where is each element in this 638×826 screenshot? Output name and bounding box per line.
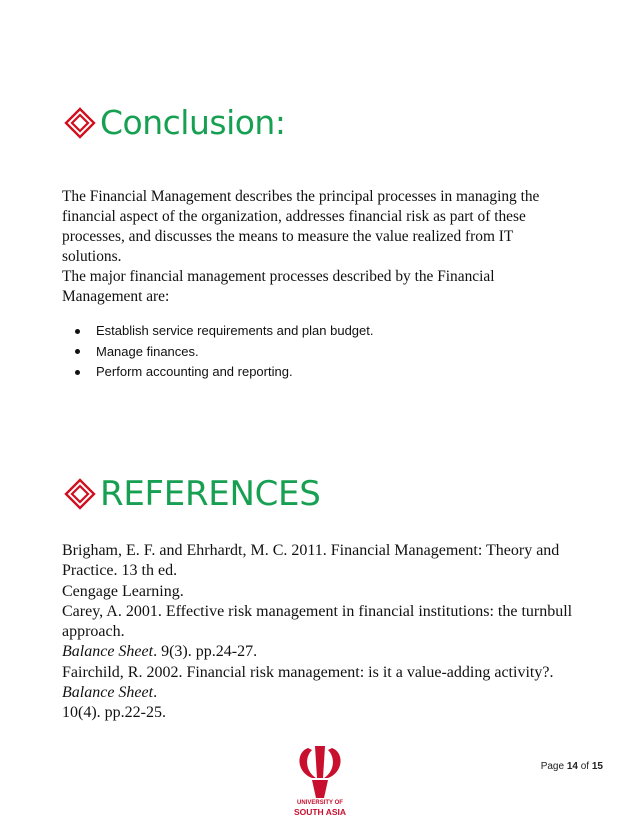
reference-line: Fairchild, R. 2002. Financial risk management: is it a value-adding activity?. — [62, 663, 554, 681]
journal-details: . — [153, 684, 158, 702]
paragraph-line: financial aspect of the organization, addresses financial risk as part of these — [62, 208, 526, 225]
list-item — [75, 362, 374, 383]
paragraph-line: The Financial Management describes the principal processes in managing the — [62, 188, 540, 205]
reference-line: 10(4). pp.22-25. — [62, 704, 166, 722]
list-item-text: Perform accounting and reporting. — [96, 364, 293, 379]
page-number — [541, 761, 603, 772]
university-emblem-icon — [288, 742, 352, 800]
reference-line: Practice. 13 th ed. — [62, 562, 178, 580]
process-bullet-list — [75, 321, 374, 383]
references-title: REFERENCES — [100, 474, 321, 514]
reference-line: Cengage Learning. — [62, 582, 184, 600]
bullet-dot-icon — [75, 329, 80, 334]
logo-text-line2: SOUTH ASIA — [293, 807, 347, 817]
university-logo — [288, 742, 352, 820]
conclusion-heading — [62, 103, 285, 142]
list-item — [75, 342, 374, 363]
diamond-bullet-icon — [62, 105, 98, 141]
bullet-dot-icon — [75, 370, 80, 375]
bullet-dot-icon — [75, 349, 80, 354]
list-item-text: Establish service requirements and plan budget. — [96, 323, 374, 338]
paragraph-line: Management are: — [62, 288, 170, 305]
conclusion-title: Conclusion: — [100, 103, 286, 142]
list-item — [75, 321, 374, 342]
reference-line: Carey, A. 2001. Effective risk management in financial institutions: the turnbull — [62, 602, 573, 620]
references-heading — [62, 474, 321, 514]
total-pages: 15 — [591, 761, 603, 772]
page-prefix: Page — [540, 761, 567, 772]
diamond-bullet-icon — [62, 476, 98, 512]
references-list — [62, 541, 602, 724]
reference-line — [62, 683, 602, 703]
reference-line: Brigham, E. F. and Ehrhardt, M. C. 2011. Financial Management: Theory and — [62, 542, 560, 559]
journal-details: . 9(3). pp.24-27. — [153, 643, 258, 661]
paragraph-line: processes, and discusses the means to measure the value realized from IT — [62, 228, 514, 245]
reference-line — [62, 642, 602, 662]
conclusion-paragraph — [62, 187, 582, 307]
reference-line: approach. — [62, 623, 125, 641]
paragraph-line: solutions. — [62, 248, 122, 265]
journal-title: Balance Sheet — [62, 643, 154, 661]
page-separator: of — [577, 761, 592, 772]
journal-title: Balance Sheet — [62, 684, 154, 702]
paragraph-line: The major financial management processes described by the Financial — [62, 268, 495, 285]
list-item-text: Manage finances. — [96, 343, 199, 359]
current-page: 14 — [566, 761, 578, 772]
logo-text-line1: UNIVERSITY OF — [297, 800, 343, 806]
